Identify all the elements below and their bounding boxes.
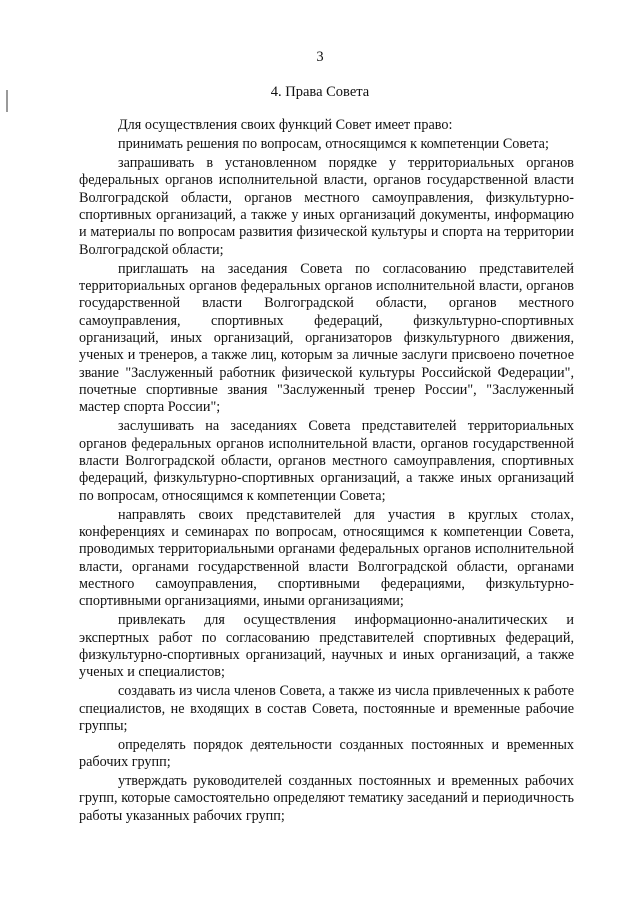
paragraph-right-decisions: принимать решения по вопросам, относящимся к компетенции Совета; <box>118 135 549 152</box>
paragraph-right-define-procedure: определять порядок деятельности созданных постоянных и временных рабочих групп; <box>79 736 574 771</box>
paragraph-right-approve-leaders: утверждать руководителей созданных постоянных и временных рабочих групп, которые самостоятельно определяют тематику заседаний и периодичность работы указанных рабочих групп; <box>79 773 574 824</box>
paragraph-right-send-representatives: направлять своих представителей для участия в круглых столах, конференциях и семинарах по вопросам, относящимся к компетенции Совета, проводимых территориальными органами федеральных органов исполнительной власти, органами государственной власти Волгоградской области, органами местного самоуправления, спортивными федерациями, физкультурно-спортивными организациями, иными организациями; <box>79 506 574 610</box>
paragraph-right-create-groups: создавать из числа членов Совета, а также из числа привлеченных к работе специалистов, не входящих в состав Совета, постоянные и временные рабочие группы; <box>79 683 574 734</box>
paragraph-right-involve-experts: привлекать для осуществления информационно-аналитических и экспертных работ по согласованию представителей спортивных федераций, физкультурно-спортивных организаций, научных и иных организаций, а также ученых и специалистов; <box>79 612 574 681</box>
section-title: 4. Права Совета <box>270 84 370 100</box>
page-number: 3 <box>316 49 324 65</box>
paragraph-intro: Для осуществления своих функций Совет имеет право: <box>118 117 453 133</box>
paragraph-right-request-documents: запрашивать в установленном порядке у территориальных органов федеральных органов исполнительной власти, органов государственной власти Волгоградской области, органов местного самоуправления, физкультурно-спортивных организаций, а также у иных организаций документы, информацию и материалы по вопросам развития физической культуры и спорта на территории Волгоградской области; <box>79 154 574 258</box>
paragraph-right-hear: заслушивать на заседаниях Совета представителей территориальных органов федеральных органов исполнительной власти, органов государственной власти Волгоградской области, органов местного самоуправления, спортивных федераций, физкультурно-спортивных организаций, а также иных организаций по вопросам, относящимся к компетенции Совета; <box>79 418 574 504</box>
document-body <box>79 117 574 825</box>
paragraph-right-invite: приглашать на заседания Совета по согласованию представителей территориальных органов федеральных органов исполнительной власти, органов государственной власти Волгоградской области, органов местного самоуправления, спортивных федераций, физкультурно-спортивных организаций, иных организаций, организаторов физкультурного движения, ученых и тренеров, а также лиц, которым за личные заслуги присвоено почетное звание "Заслуженный работник физической культуры Российской Федерации", почетные спортивные звания "Заслуженный тренер России", "Заслуженный мастер спорта России"; <box>79 260 574 416</box>
